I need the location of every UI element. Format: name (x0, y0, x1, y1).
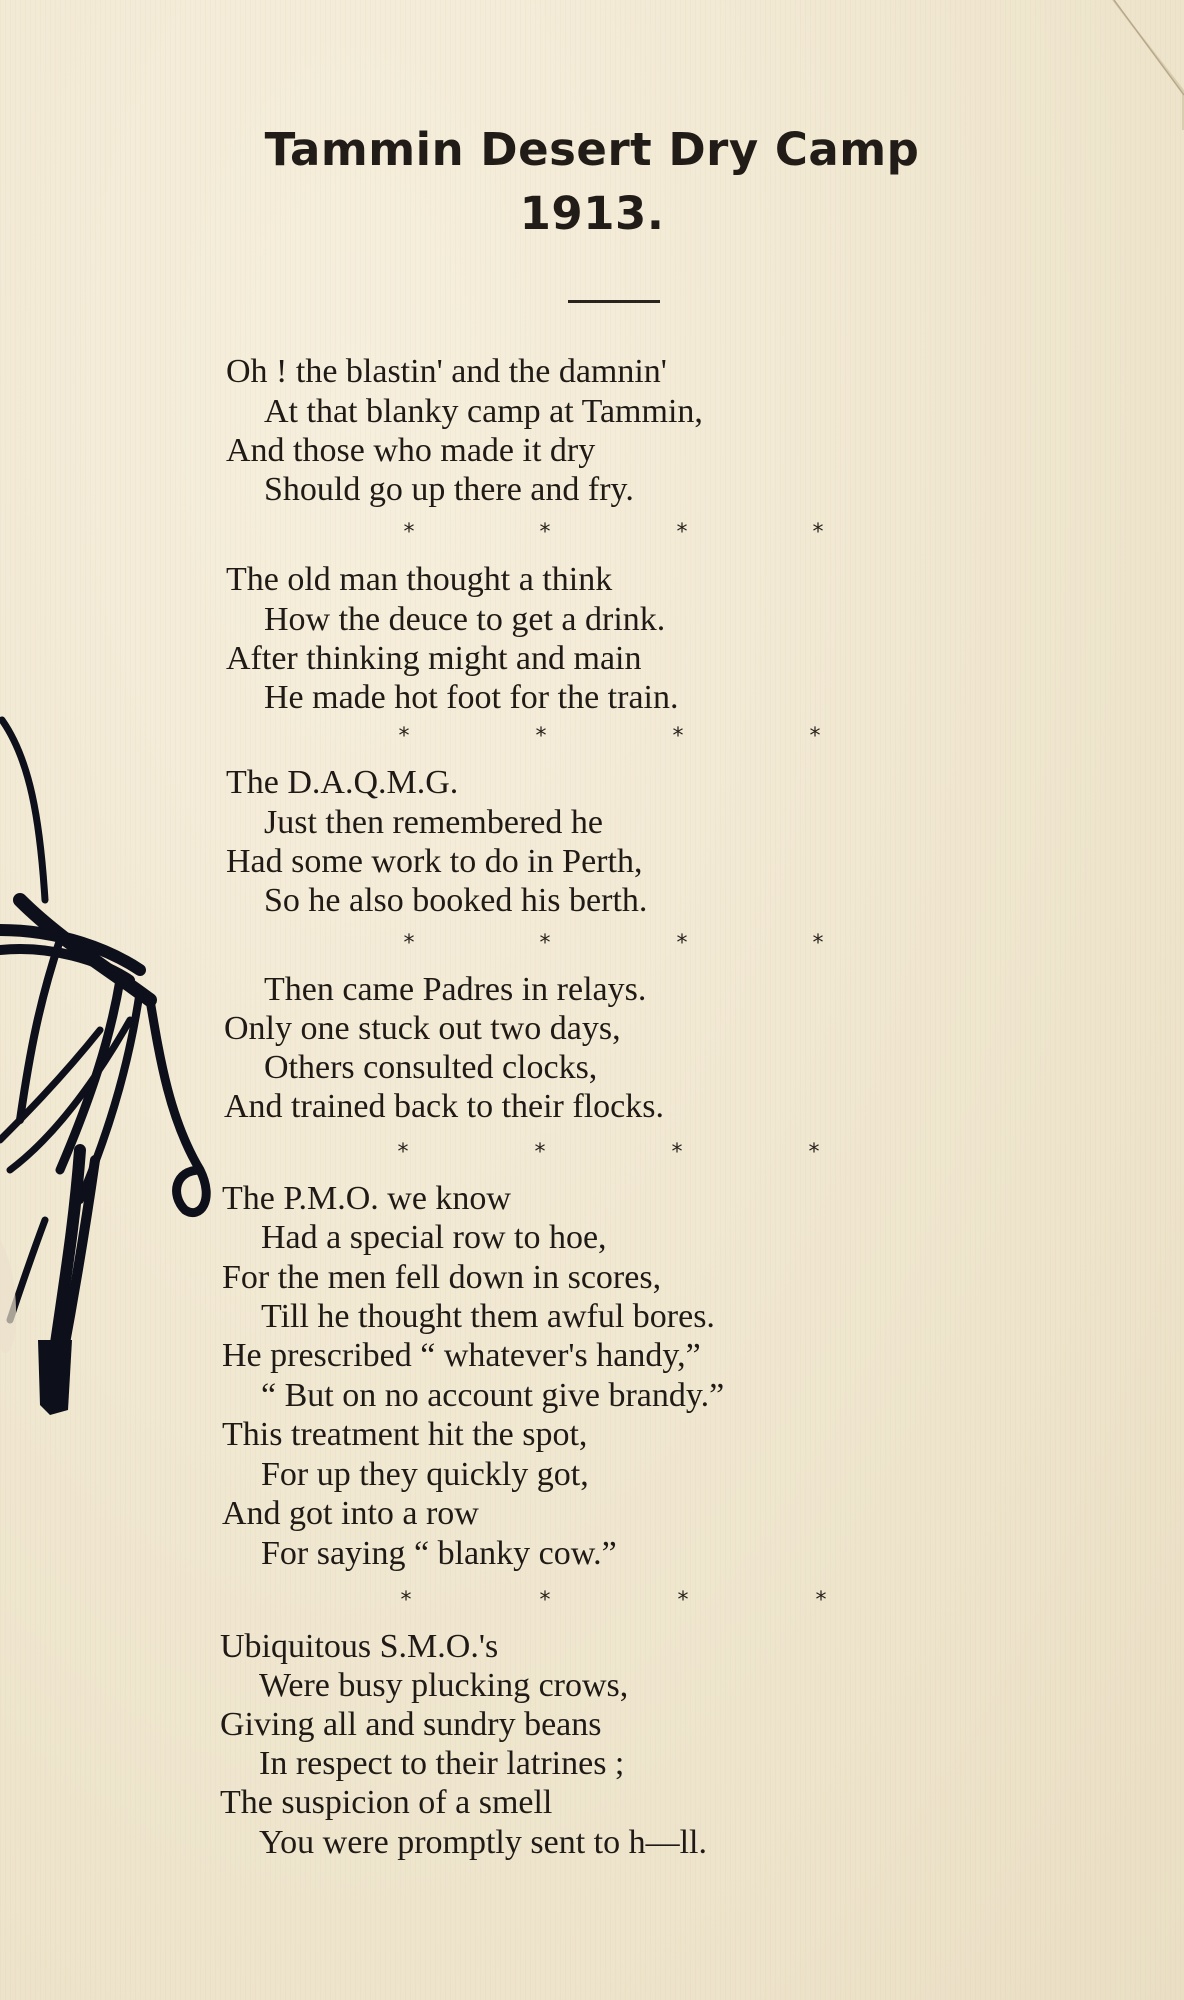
title-divider (568, 300, 660, 303)
verse-line: He prescribed “ whatever's handy,” (222, 1337, 701, 1374)
star-ornament: * (397, 1140, 409, 1165)
star-ornament: * (539, 520, 551, 545)
verse-line: And got into a row (222, 1495, 479, 1532)
page-year: 1913. (519, 187, 665, 240)
star-ornament: * (403, 520, 415, 545)
verse-line: After thinking might and main (226, 640, 642, 677)
verse-line: The suspicion of a smell (220, 1784, 553, 1821)
star-ornament: * (539, 931, 551, 956)
verse-line: The old man thought a think (226, 561, 613, 598)
verse-line: So he also booked his berth. (264, 882, 648, 919)
star-ornament: * (808, 1140, 820, 1165)
star-ornament: * (672, 724, 684, 749)
verse-line: The D.A.Q.M.G. (226, 764, 459, 801)
star-ornament: * (812, 931, 824, 956)
verse-line: Oh ! the blastin' and the damnin' (226, 353, 667, 390)
star-ornament: * (539, 1588, 551, 1613)
verse-line: For the men fell down in scores, (222, 1259, 662, 1296)
verse-line: And trained back to their flocks. (224, 1088, 664, 1125)
folded-corner (1094, 0, 1184, 130)
verse-line: “ But on no account give brandy.” (261, 1377, 725, 1414)
verse-line: For up they quickly got, (261, 1456, 589, 1493)
star-ornament: * (676, 520, 688, 545)
verse-line: At that blanky camp at Tammin, (264, 393, 703, 430)
verse-line: And those who made it dry (226, 432, 596, 469)
cord-tassel (0, 700, 240, 1440)
verse-line: For saying “ blanky cow.” (261, 1535, 617, 1572)
verse-line: He made hot foot for the train. (264, 679, 679, 716)
star-ornament: * (534, 1140, 546, 1165)
verse-line: Only one stuck out two days, (224, 1010, 621, 1047)
verse-line: Had some work to do in Perth, (226, 843, 643, 880)
verse-line: This treatment hit the spot, (222, 1416, 588, 1453)
page-title: Tammin Desert Dry Camp (264, 123, 920, 176)
verse-line: Till he thought them awful bores. (261, 1298, 715, 1335)
verse-line: The P.M.O. we know (222, 1180, 511, 1217)
verse-line: You were promptly sent to h—ll. (259, 1824, 707, 1861)
verse-line: In respect to their latrines ; (259, 1745, 625, 1782)
verse-line: How the deuce to get a drink. (264, 601, 666, 638)
title-block (0, 118, 1184, 246)
verse-line: Then came Padres in relays. (264, 971, 647, 1008)
star-ornament: * (403, 931, 415, 956)
star-separator (0, 1590, 1184, 1630)
verse-line: Just then remembered he (264, 804, 603, 841)
star-ornament: * (400, 1588, 412, 1613)
star-ornament: * (676, 931, 688, 956)
verse-line: Giving all and sundry beans (220, 1706, 602, 1743)
star-ornament: * (398, 724, 410, 749)
star-ornament: * (677, 1588, 689, 1613)
verse-line: Ubiquitous S.M.O.'s (220, 1628, 499, 1665)
verse-line: Were busy plucking crows, (259, 1667, 629, 1704)
star-ornament: * (809, 724, 821, 749)
star-separator (0, 522, 1184, 562)
verse-line: Should go up there and fry. (264, 471, 634, 508)
star-ornament: * (535, 724, 547, 749)
star-ornament: * (812, 520, 824, 545)
verse-line: Others consulted clocks, (264, 1049, 598, 1086)
star-ornament: * (671, 1140, 683, 1165)
verse-line: Had a special row to hoe, (261, 1219, 607, 1256)
star-ornament: * (815, 1588, 827, 1613)
